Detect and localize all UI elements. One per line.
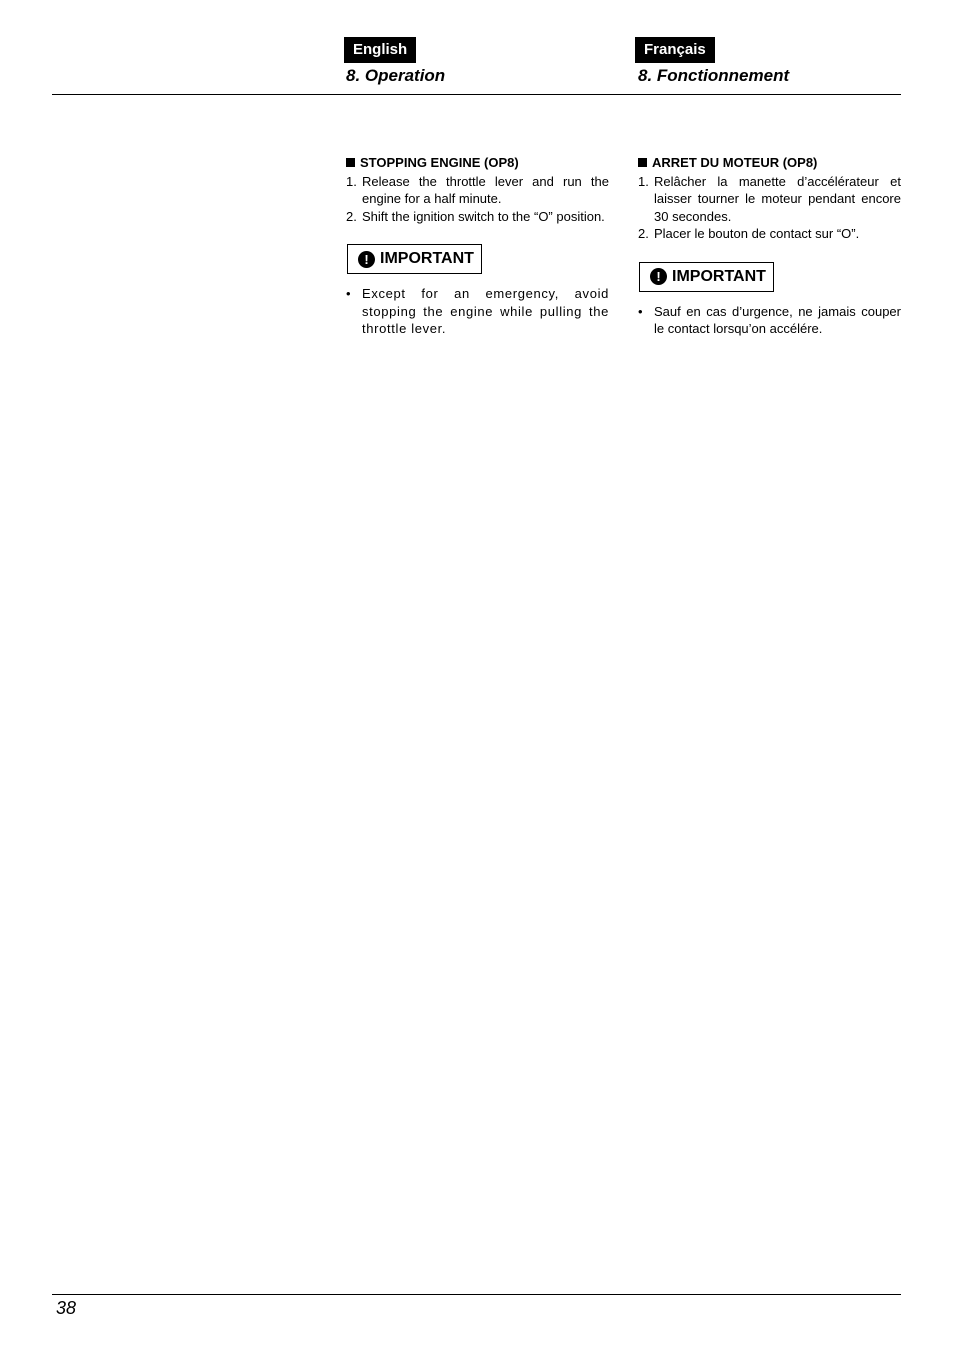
section-title-french: 8. Fonctionnement: [638, 66, 790, 85]
important-notice-french: [639, 262, 774, 292]
french-sub-heading: ARRET DU MOTEUR (OP8): [638, 154, 901, 172]
square-bullet-icon: [346, 158, 355, 167]
important-notice-english: [347, 244, 482, 274]
list-item: • Sauf en cas d’urgence, ne jamais couper le contact lorsqu’on accélére.: [638, 303, 901, 336]
list-item: 1. Release the throttle lever and run the engine for a half minute.: [346, 173, 609, 206]
language-tag-french: Français: [635, 37, 715, 63]
french-column: [638, 154, 901, 338]
english-column: [346, 154, 609, 338]
list-item: 1. Relâcher la manette d’accélérateur et laisser tourner le moteur pendant encore 30 secondes.: [638, 173, 901, 224]
list-item: 2. Placer le bouton de contact sur “O”.: [638, 226, 860, 241]
bullet-icon: •: [346, 286, 351, 301]
french-steps: [638, 173, 901, 243]
square-bullet-icon: [638, 158, 647, 167]
bullet-icon: •: [638, 303, 643, 319]
english-important-bullets: [346, 285, 609, 338]
language-tag-english: English: [344, 37, 416, 63]
english-steps: [346, 173, 609, 226]
section-title-english: 8. Operation: [346, 66, 446, 85]
english-sub-heading: STOPPING ENGINE (OP8): [346, 154, 609, 172]
footer-rule: [52, 1294, 901, 1295]
page-number: 38: [56, 1298, 77, 1318]
important-label: IMPORTANT: [672, 267, 766, 285]
exclamation-icon: !: [358, 251, 375, 268]
list-item: 2. Shift the ignition switch to the “O” position.: [346, 208, 605, 224]
french-important-bullets: [638, 303, 901, 338]
list-item: • Except for an emergency, avoid stopping the engine while pulling the throttle lever.: [346, 286, 609, 336]
important-label: IMPORTANT: [380, 250, 474, 268]
exclamation-icon: !: [650, 268, 667, 285]
header-rule: [52, 94, 901, 95]
